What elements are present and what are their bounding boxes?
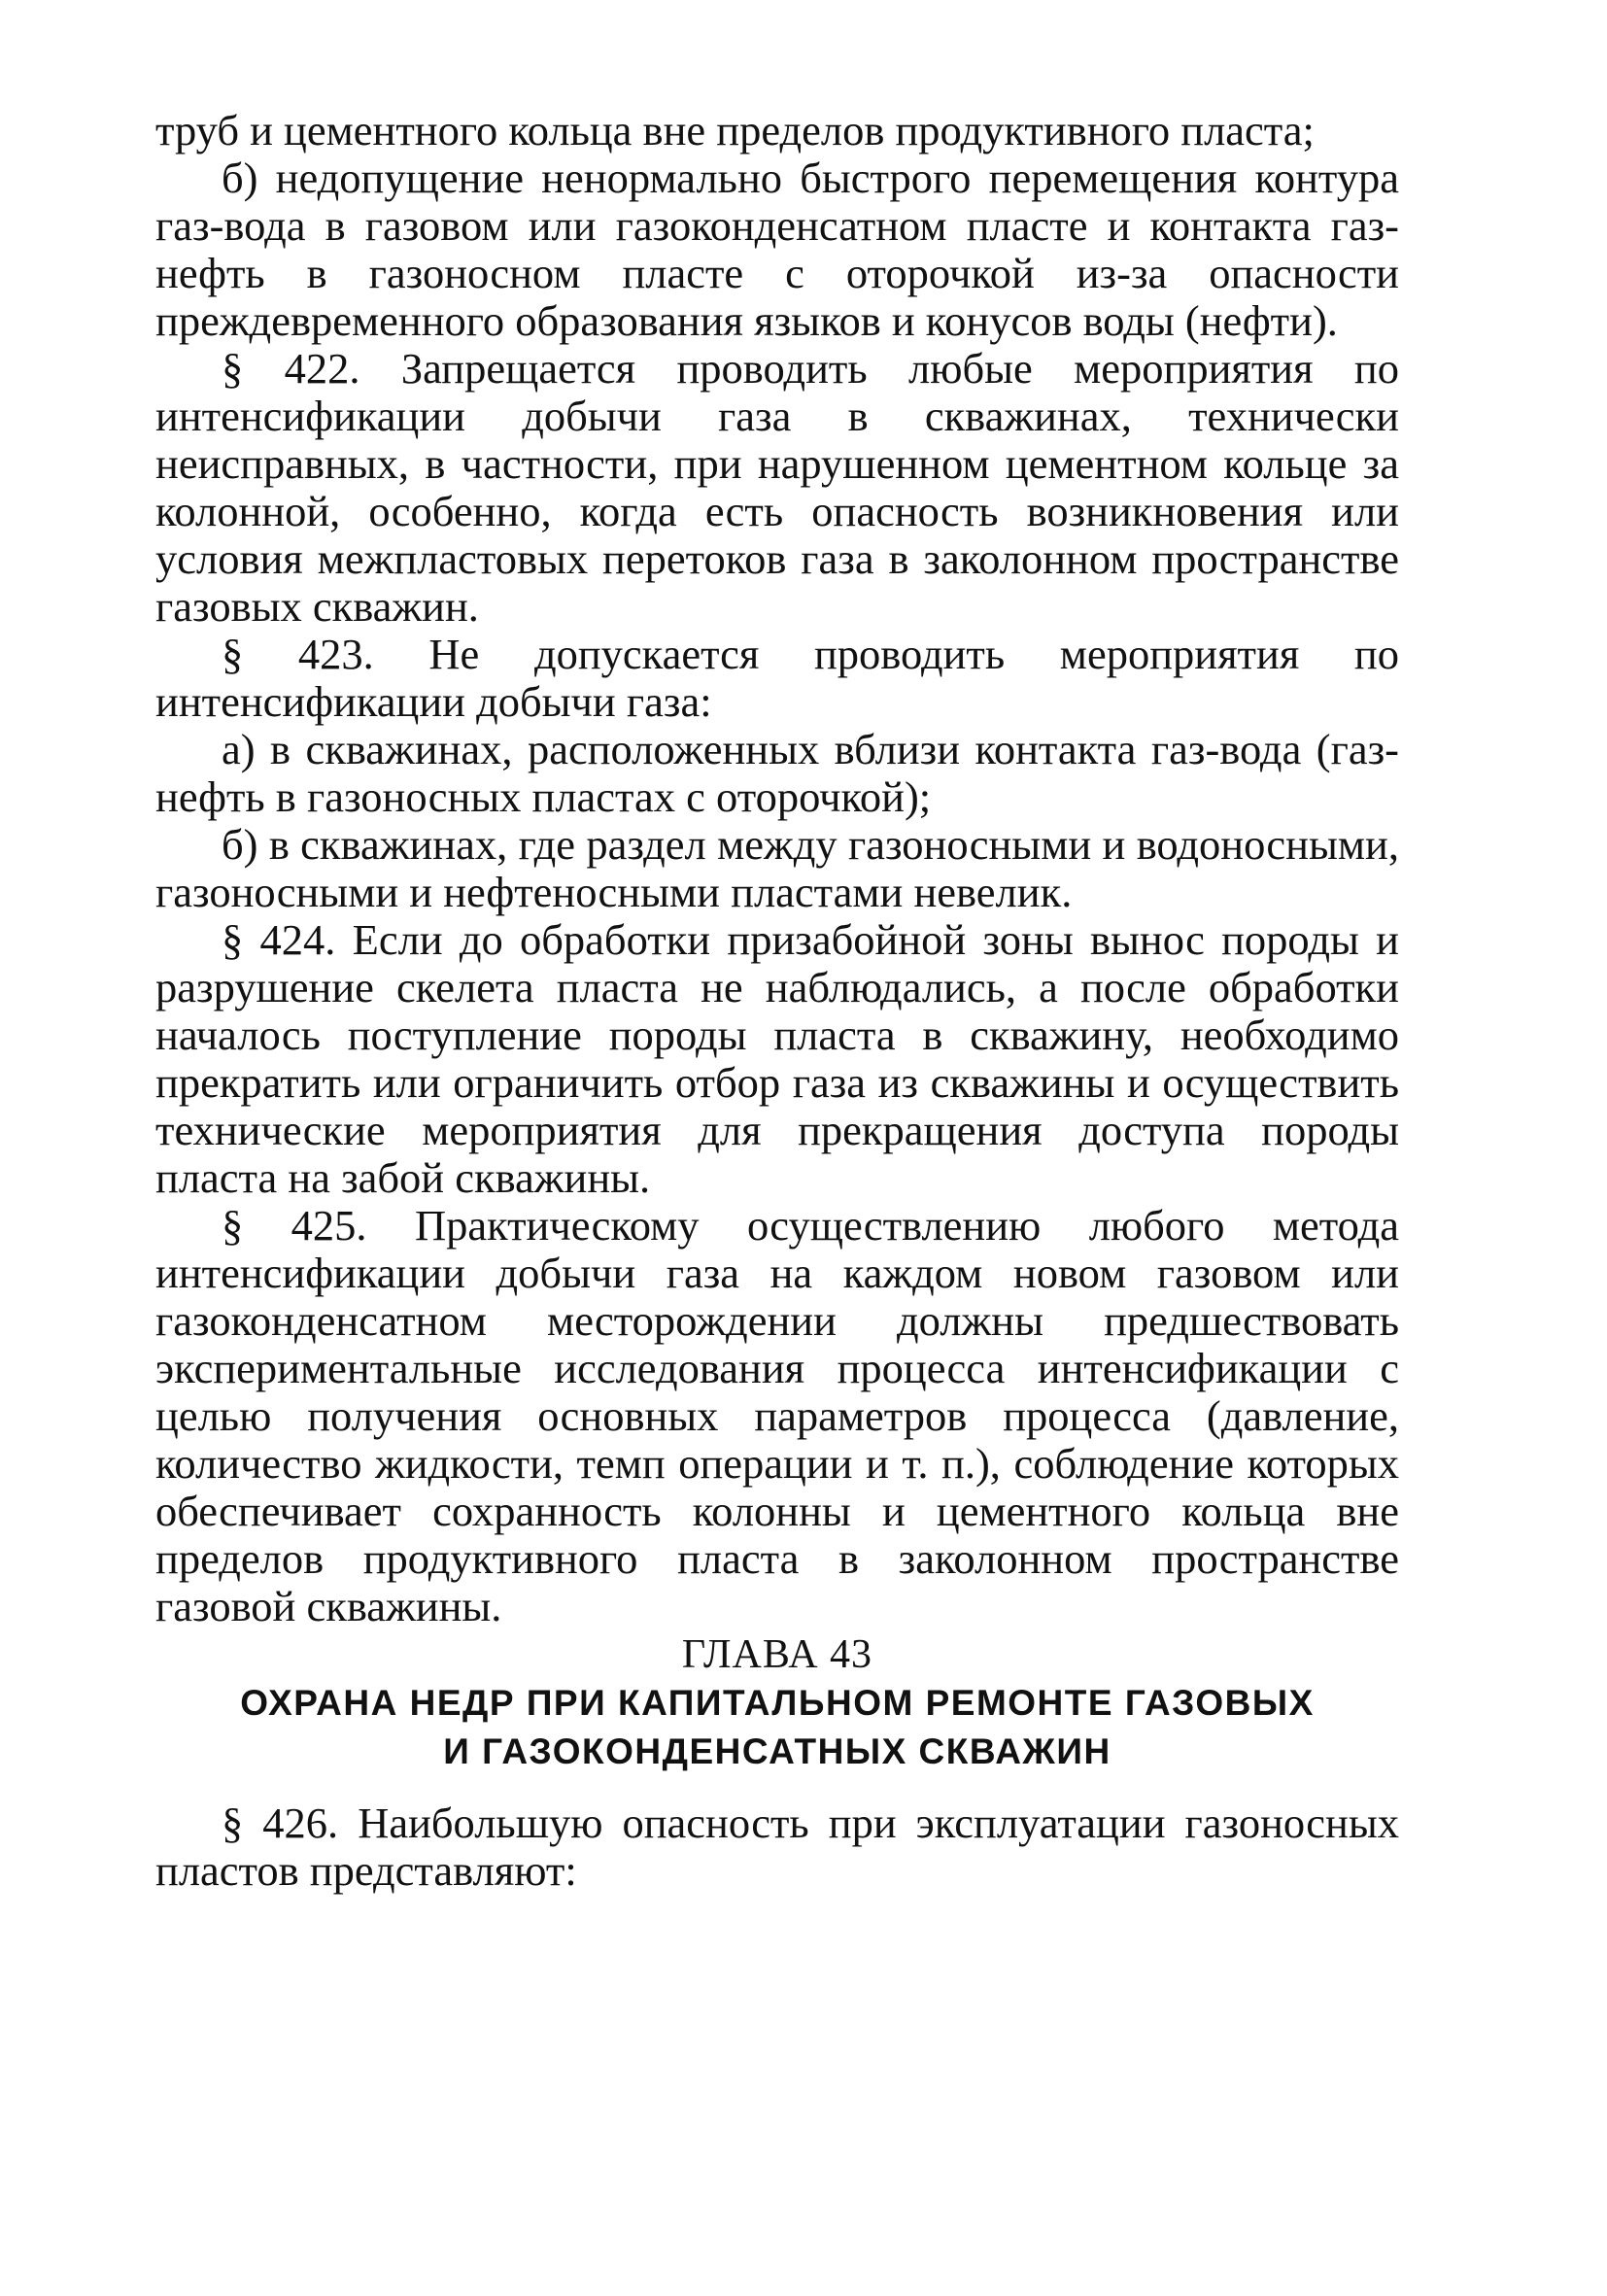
body-text-top [155,107,1399,1630]
paragraph-423: § 423. Не допускается проводить мероприятия по интенсификации добычи газа: [155,630,1399,726]
chapter-heading [155,1630,1399,1776]
paragraph-422: § 422. Запрещается проводить любые мероприятия по интенсификации добычи газа в скважинах, технически неисправных, в частности, при нарушенном цементном кольце за колонной, особенно, когда есть опасность возникновения или условия межпластовых перетоков газа в заколонном пространстве газовых скважин. [155,344,1399,631]
paragraph-continuation: труб и цементного кольца вне пределов продуктивного пласта; [155,106,1315,154]
body-text-bottom [155,1799,1399,1895]
document-page [155,107,1399,1895]
paragraph-426: § 426. Наибольшую опасность при эксплуатации газоносных пластов представляют: [155,1799,1399,1895]
chapter-label: ГЛАВА 43 [681,1632,873,1677]
paragraph-425: § 425. Практическому осуществлению любого метода интенсификации добычи газа на каждом новом газовом или газоконденсатном месторождении должны предшествовать экспериментальные исследования процесса интенсификации с целью получения основных параметров процесса (давление, количество жидкости, темп операции и т. п.), соблюдение которых обеспечивает сохранность колонны и цементного кольца вне пределов продуктивного пласта в заколонном пространстве газовой скважины. [155,1201,1399,1630]
chapter-title-line-2: И ГАЗОКОНДЕНСАТНЫХ СКВАЖИН [443,1731,1111,1771]
paragraph-424: § 424. Если до обработки призабойной зоны вынос породы и разрушение скелета пласта не наблюдались, а после обработки началось поступление породы пласта в скважину, необходимо прекратить или ограничить отбор газа из скважины и осуществить технические мероприятия для прекращения доступа породы пласта на забой скважины. [155,915,1399,1202]
paragraph-item-b: б) недопущение ненормально быстрого перемещения контура газ-вода в газовом или газоконденсатном пласте и контакта газ-нефть в газоносном пласте с оторочкой из-за опасности преждевременного образования языков и конусов воды (нефти). [155,154,1399,345]
paragraph-423-a: а) в скважинах, расположенных вблизи контакта газ-вода (газ-нефть в газоносных пластах с оторочкой); [155,725,1399,821]
chapter-title-line-1: ОХРАНА НЕДР ПРИ КАПИТАЛЬНОМ РЕМОНТЕ ГАЗОВЫХ [240,1683,1315,1723]
paragraph-423-b: б) в скважинах, где раздел между газоносными и водоносными, газоносными и нефтеносными пластами невелик. [155,820,1399,916]
